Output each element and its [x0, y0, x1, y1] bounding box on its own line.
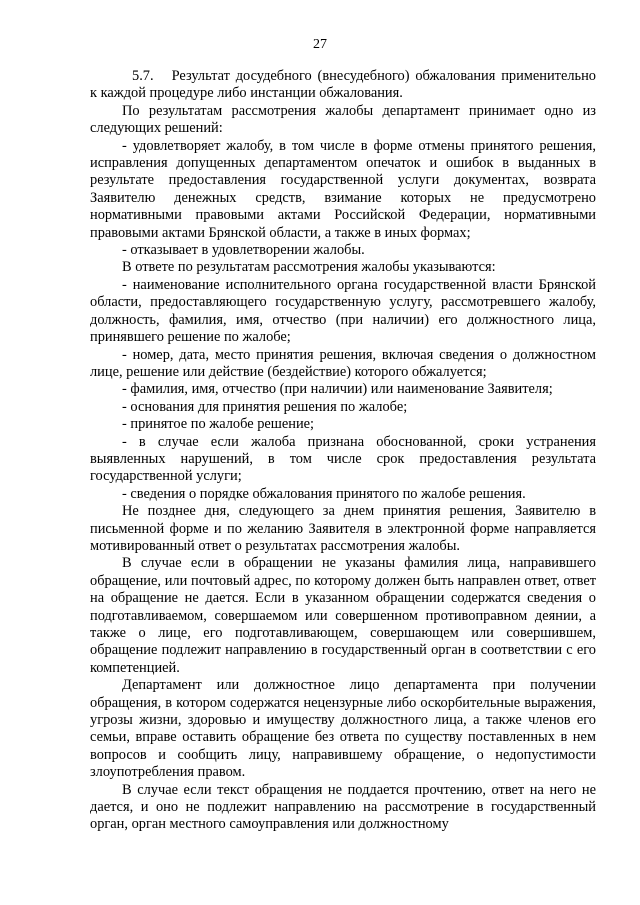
paragraph-anonymous-appeal: В случае если в обращении не указаны фамилия лица, направившего обращение, или почтовый адрес, по которому должен быть направлен ответ, ответ на обращение не дается. Если в указанном обращении содержатся сведения о подготавливаемом, совершаемом или совершенном противоправном деянии, а также о лице, его подготавливающем, совершающем или совершившем, обращение подлежит направлению в государственный орган в соответствии с его компетенцией.	[90, 555, 596, 676]
list-item-refuses-complaint: - отказывает в удовлетворении жалобы.	[122, 242, 365, 259]
paragraph-abusive-appeal: Департамент или должностное лицо департамента при получении обращения, в котором содержатся нецензурные либо оскорбительные выражения, угрозы жизни, здоровью и имуществу должностного лица, а также членов его семьи, вправе оставить обращение без ответа по существу поставленных в нем вопросов и сообщить лицу, направившему обращение, о недопустимости злоупотребления правом.	[90, 677, 596, 781]
list-item-decision-details: - номер, дата, место принятия решения, включая сведения о должностном лице, решение или действие (бездействие) которого обжалуется;	[90, 346, 596, 380]
list-item-remediation-terms: - в случае если жалоба признана обоснованной, сроки устранения выявленных нарушений, в том числе срок предоставления результата государственной услуги;	[90, 433, 596, 485]
section-number: 5.7.	[132, 68, 154, 84]
page-number: 27	[313, 37, 327, 52]
list-item-decision-grounds: - основания для принятия решения по жалобе;	[122, 398, 408, 415]
section-title: Результат досудебного (внесудебного) обжалования применительно к каждой процедуре либо инстанции обжалования.	[90, 68, 596, 102]
list-item-decision-taken: - принятое по жалобе решение;	[122, 416, 315, 433]
paragraph-decisions-intro: По результатам рассмотрения жалобы департамент принимает одно из следующих решений:	[90, 102, 596, 137]
list-item-applicant-name: - фамилия, имя, отчество (при наличии) или наименование Заявителя;	[122, 381, 553, 398]
document-body	[90, 68, 596, 834]
list-item-appeal-procedure: - сведения о порядке обжалования принятого по жалобе решения.	[122, 485, 526, 502]
paragraph-response-deadline: Не позднее дня, следующего за днем принятия решения, Заявителю в письменной форме и по желанию Заявителя в электронной форме направляется мотивированный ответ о результатах рассмотрения жалобы.	[90, 503, 596, 554]
paragraph-response-contents-intro: В ответе по результатам рассмотрения жалобы указываются:	[122, 259, 496, 276]
list-item-satisfies-complaint: - удовлетворяет жалобу, в том числе в форме отмены принятого решения, исправления допущенных департаментом опечаток и ошибок в выданных в результате предоставления государственной услуги документах, возврата Заявителю денежных средств, взимание которых не предусмотрено нормативными правовыми актами Российской Федерации, нормативными правовыми актами Брянской области, а также в иных формах;	[90, 137, 596, 241]
section-heading	[90, 68, 596, 103]
paragraph-unreadable-appeal: В случае если текст обращения не поддается прочтению, ответ на него не дается, и оно не подлежит направлению на рассмотрение в государственный орган, орган местного самоуправления или должностному	[90, 781, 596, 833]
list-item-authority-name: - наименование исполнительного органа государственной власти Брянской области, предоставляющего государственную услугу, рассмотревшего жалобу, должность, фамилия, имя, отчество (при наличии) его должностного лица, принявшего решение по жалобе;	[90, 276, 596, 346]
